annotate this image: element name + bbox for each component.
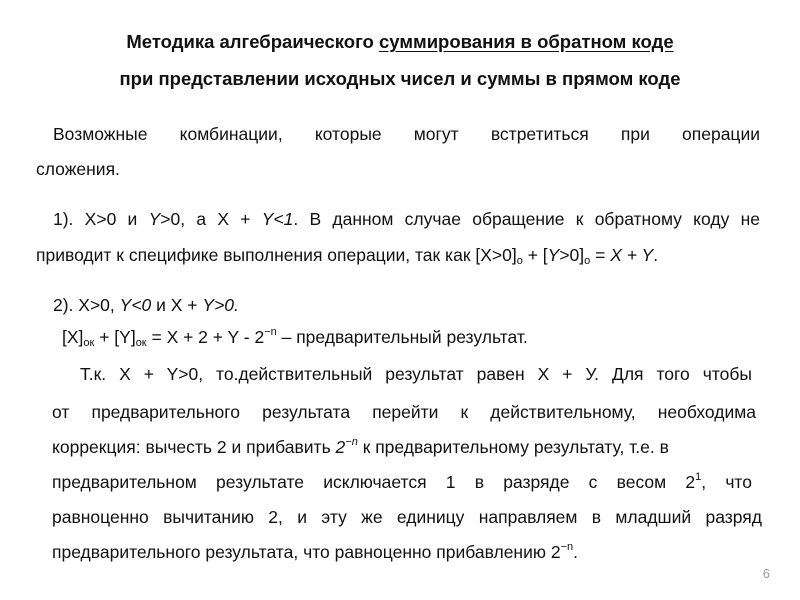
paragraph-var: 2	[335, 437, 346, 457]
subscript: о	[516, 255, 523, 267]
case1-text: >0, а X +	[160, 209, 262, 229]
case1-text: + [	[522, 245, 548, 265]
case2-header	[53, 293, 239, 317]
superscript: −n	[560, 541, 574, 553]
intro-line-1: Возможные комбинации, которые могут встретиться при операции	[53, 124, 760, 144]
case1-text: =	[590, 245, 611, 265]
case2-paragraph-line-3	[52, 435, 669, 459]
paragraph-text: .	[573, 542, 579, 562]
case2-text: и X +	[151, 295, 203, 315]
intro-line-2: сложения.	[36, 159, 120, 179]
subscript: ок	[83, 337, 95, 349]
title-underlined-text: суммирования в обратном коде	[378, 31, 674, 52]
case1-text: приводит к специфике выполнения операции, так как [X>0]	[36, 245, 517, 265]
formula-text: [X]	[62, 327, 84, 347]
case2-var: Y>0.	[202, 295, 239, 315]
paragraph-text: предварительном результате исключается 1 в разряде с весом 2	[52, 472, 696, 492]
case2-formula	[62, 325, 528, 349]
case1-text: .	[653, 245, 659, 265]
superscript: 1	[695, 471, 702, 483]
case1-text: >0]	[559, 245, 585, 265]
paragraph-text: предварительного результата, что равноценно прибавлению 2	[52, 542, 561, 562]
paragraph-text: коррекция: вычесть 2 и прибавить	[52, 437, 336, 457]
case2-paragraph-line-6	[52, 540, 578, 564]
case2-paragraph-line-5: равноценно вычитанию 2, и эту же единицу направляем в младший разряд	[52, 507, 762, 527]
subscript: о	[584, 255, 591, 267]
case2-var: Y<0	[119, 295, 152, 315]
paragraph-text: к предварительному результату, т.е. в	[357, 437, 669, 457]
superscript: −n	[345, 436, 358, 448]
case2-text: 2). X>0,	[53, 295, 120, 315]
page-number: 6	[762, 566, 770, 581]
case1-var: Y<1	[261, 209, 294, 229]
case1-line-2	[36, 243, 658, 267]
slide-title-line-1	[30, 30, 770, 54]
case1-text: 1). X>0 и	[53, 209, 149, 229]
title-text: Методика алгебраического	[126, 31, 379, 52]
slide-title-line-2: при представлении исходных чисел и суммы в прямом коде	[119, 68, 681, 89]
superscript: −n	[264, 326, 277, 338]
case1-line-1	[53, 207, 760, 231]
formula-text: + [Y]	[94, 327, 136, 347]
formula-text: – предварительный результат.	[276, 327, 528, 347]
case2-paragraph-line-1: Т.к. X + Y>0, то.действительный результат равен X + У. Для того чтобы	[80, 364, 752, 384]
case1-var: Y	[547, 245, 560, 265]
case1-var: X + Y	[610, 245, 654, 265]
case2-paragraph-line-2: от предварительного результата перейти к действительному, необходима	[52, 402, 756, 422]
subscript: ок	[135, 337, 147, 349]
case2-paragraph-line-4	[52, 470, 752, 494]
formula-text: = X + 2 + Y - 2	[146, 327, 265, 347]
case1-var: Y	[148, 209, 161, 229]
paragraph-text: , что	[701, 472, 752, 492]
case1-text: . В данном случае обращение к обратному коду не	[293, 209, 760, 229]
